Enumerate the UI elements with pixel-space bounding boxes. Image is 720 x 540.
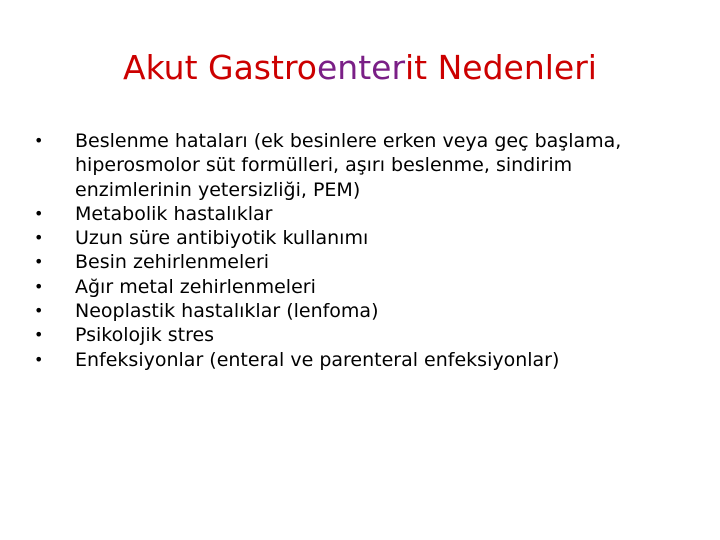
list-item-text: Metabolik hastalıklar	[75, 202, 273, 225]
bullet-icon: •	[34, 228, 44, 248]
list-item-text: Besin zehirlenmeleri	[75, 251, 270, 274]
bullet-icon: •	[34, 276, 44, 296]
bullet-icon: •	[34, 252, 44, 272]
list-item-text: Neoplastik hastalıklar (lenfoma)	[75, 300, 379, 323]
list-item-text: Enfeksiyonlar (enteral ve parenteral enfeksiyonlar)	[75, 348, 560, 371]
bullet-icon: •	[34, 203, 44, 223]
list-item-text: Psikolojik stres	[75, 324, 215, 347]
bullet-icon: •	[34, 349, 44, 369]
list-item	[34, 323, 694, 347]
title-part-3: it Nedenleri	[405, 48, 597, 87]
title-part-1: Akut Gastro	[123, 48, 317, 87]
list-item-text: Ağır metal zehirlenmeleri	[75, 275, 316, 298]
list-item	[34, 250, 694, 274]
list-item-text: Uzun süre antibiyotik kullanımı	[75, 227, 369, 250]
bullet-list	[34, 129, 694, 372]
list-item	[34, 299, 694, 323]
title-part-2: enter	[316, 48, 406, 87]
slide-title	[0, 46, 720, 90]
list-item	[34, 275, 694, 299]
list-item	[34, 348, 694, 372]
list-item	[34, 202, 694, 226]
bullet-icon: •	[34, 131, 44, 150]
bullet-icon: •	[34, 325, 44, 345]
list-item	[34, 226, 694, 250]
list-item-text: Beslenme hataları (ek besinlere erken veya geç başlama, hiperosmolor süt formülleri, aşırı beslenme, sindirim enzimlerinin yetersizliği, PEM)	[75, 130, 622, 201]
list-item	[34, 129, 694, 202]
bullet-icon: •	[34, 301, 44, 321]
